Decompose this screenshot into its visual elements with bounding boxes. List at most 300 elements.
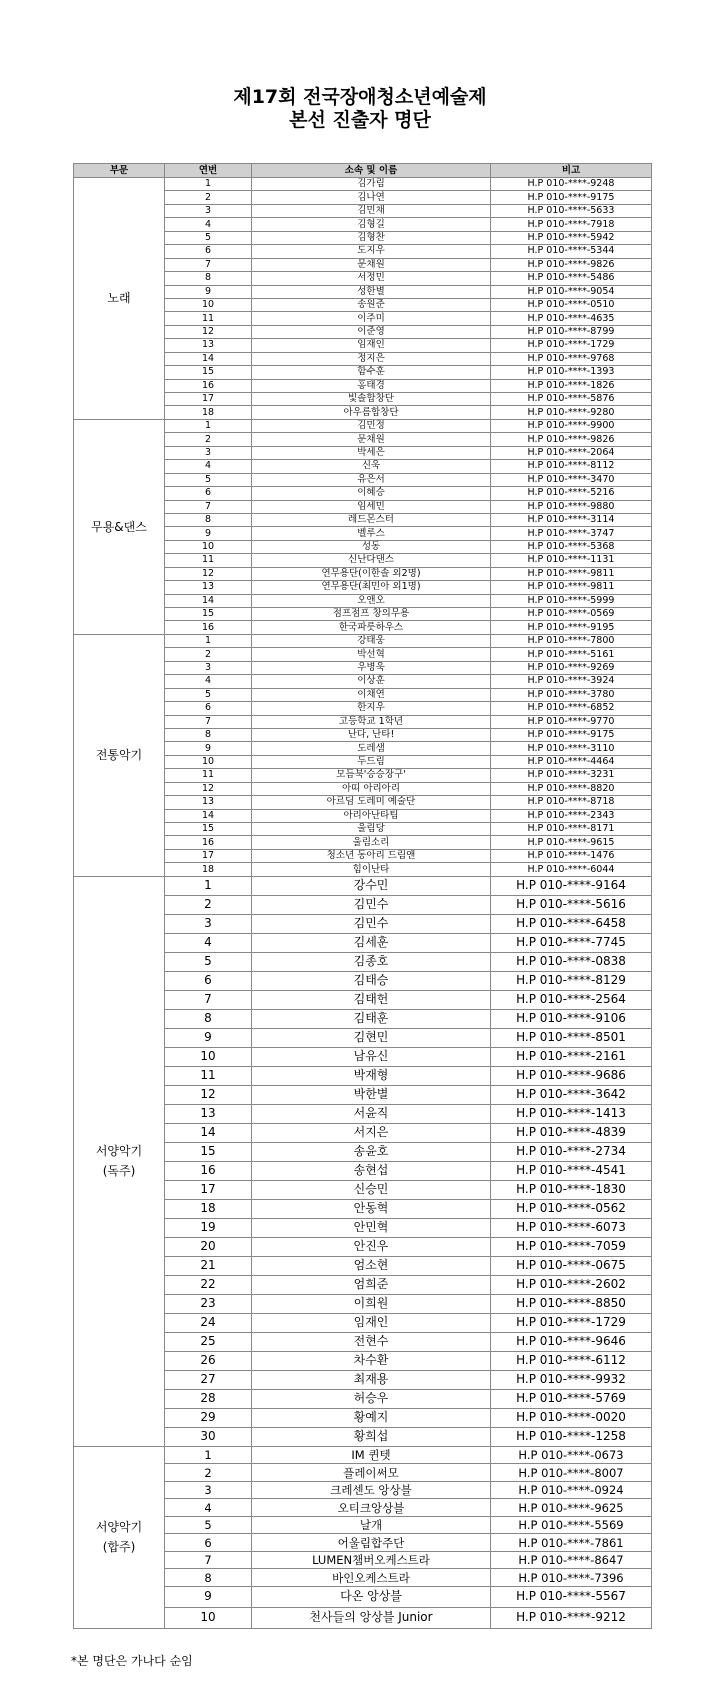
note-cell: H.P 010-****-5368 <box>491 540 652 553</box>
note-cell: H.P 010-****-0569 <box>491 608 652 621</box>
number-cell: 2 <box>165 895 252 914</box>
number-cell: 8 <box>165 272 252 285</box>
note-cell: H.P 010-****-0020 <box>491 1408 652 1427</box>
number-cell: 10 <box>165 755 252 768</box>
note-cell: H.P 010-****-9826 <box>491 258 652 271</box>
note-cell: H.P 010-****-2564 <box>491 990 652 1009</box>
name-cell: 김민채 <box>252 204 491 217</box>
name-cell: 한국파릇하우스 <box>252 621 491 634</box>
name-cell: 청소년 동아리 드림앤 <box>252 849 491 862</box>
note-cell: H.P 010-****-9175 <box>491 191 652 204</box>
name-cell: 문채원 <box>252 433 491 446</box>
note-cell: H.P 010-****-9811 <box>491 567 652 580</box>
number-cell: 11 <box>165 312 252 325</box>
note-cell: H.P 010-****-6852 <box>491 702 652 715</box>
number-cell: 15 <box>165 366 252 379</box>
name-cell: 안동혁 <box>252 1199 491 1218</box>
note-cell: H.P 010-****-9615 <box>491 836 652 849</box>
number-cell: 6 <box>165 245 252 258</box>
note-cell: H.P 010-****-0562 <box>491 1199 652 1218</box>
category-cell <box>74 419 165 634</box>
number-cell: 9 <box>165 742 252 755</box>
name-cell: 점프점프 창의무용 <box>252 608 491 621</box>
name-cell: 아우름합창단 <box>252 406 491 419</box>
name-cell: 오앤오 <box>252 594 491 607</box>
name-cell: 서윤직 <box>252 1104 491 1123</box>
number-cell: 10 <box>165 540 252 553</box>
number-cell: 9 <box>165 1028 252 1047</box>
note-cell: H.P 010-****-0510 <box>491 298 652 311</box>
name-cell: 박한별 <box>252 1085 491 1104</box>
number-cell: 14 <box>165 1123 252 1142</box>
number-cell: 13 <box>165 581 252 594</box>
name-cell: 플레이써모 <box>252 1464 491 1482</box>
name-cell: 김형찬 <box>252 231 491 244</box>
note-cell: H.P 010-****-5569 <box>491 1516 652 1534</box>
number-cell: 1 <box>165 178 252 191</box>
note-cell: H.P 010-****-4464 <box>491 755 652 768</box>
name-cell: 신욱 <box>252 460 491 473</box>
name-cell: 유은서 <box>252 473 491 486</box>
note-cell: H.P 010-****-1393 <box>491 366 652 379</box>
name-cell: 레드몬스터 <box>252 513 491 526</box>
number-cell: 9 <box>165 285 252 298</box>
note-cell: H.P 010-****-9811 <box>491 581 652 594</box>
number-cell: 5 <box>165 231 252 244</box>
number-cell: 3 <box>165 1481 252 1499</box>
number-cell: 7 <box>165 500 252 513</box>
number-cell: 25 <box>165 1332 252 1351</box>
note-cell: H.P 010-****-1413 <box>491 1104 652 1123</box>
note-cell: H.P 010-****-2064 <box>491 446 652 459</box>
name-cell: 이혜승 <box>252 487 491 500</box>
name-cell: 힘이난타 <box>252 863 491 876</box>
note-cell: H.P 010-****-1729 <box>491 339 652 352</box>
number-cell: 24 <box>165 1313 252 1332</box>
number-cell: 2 <box>165 1464 252 1482</box>
note-cell: H.P 010-****-9280 <box>491 406 652 419</box>
number-cell: 19 <box>165 1218 252 1237</box>
note-cell: H.P 010-****-9770 <box>491 715 652 728</box>
number-cell: 13 <box>165 796 252 809</box>
number-cell: 3 <box>165 914 252 933</box>
name-cell: 아르딤 도레미 예술단 <box>252 796 491 809</box>
note-cell: H.P 010-****-7800 <box>491 634 652 647</box>
number-cell: 4 <box>165 933 252 952</box>
number-cell: 14 <box>165 809 252 822</box>
name-cell: IM 퀸텟 <box>252 1446 491 1464</box>
note-cell: H.P 010-****-2602 <box>491 1275 652 1294</box>
name-cell: 도레샘 <box>252 742 491 755</box>
note-cell: H.P 010-****-9164 <box>491 876 652 895</box>
name-cell: 날개 <box>252 1516 491 1534</box>
note-cell: H.P 010-****-1830 <box>491 1180 652 1199</box>
number-cell: 15 <box>165 823 252 836</box>
name-cell: LUMEN챔버오케스트라 <box>252 1551 491 1569</box>
name-cell: 정지은 <box>252 352 491 365</box>
header-name: 소속 및 이름 <box>252 164 491 178</box>
name-cell: 강태웅 <box>252 634 491 647</box>
note-cell: H.P 010-****-5769 <box>491 1389 652 1408</box>
number-cell: 5 <box>165 473 252 486</box>
name-cell: 도지우 <box>252 245 491 258</box>
number-cell: 8 <box>165 513 252 526</box>
name-cell: 다온 앙상블 <box>252 1586 491 1607</box>
note-cell: H.P 010-****-8501 <box>491 1028 652 1047</box>
number-cell: 18 <box>165 1199 252 1218</box>
name-cell: 이희원 <box>252 1294 491 1313</box>
table-body <box>74 178 652 1629</box>
note-cell: H.P 010-****-8718 <box>491 796 652 809</box>
note-cell: H.P 010-****-8129 <box>491 971 652 990</box>
note-cell: H.P 010-****-0673 <box>491 1446 652 1464</box>
note-cell: H.P 010-****-1131 <box>491 554 652 567</box>
category-label: 무용&댄스 <box>91 519 147 534</box>
name-cell: 송현섭 <box>252 1161 491 1180</box>
name-cell: 김태헌 <box>252 990 491 1009</box>
note-cell: H.P 010-****-8799 <box>491 325 652 338</box>
number-cell: 7 <box>165 715 252 728</box>
name-cell: 차수환 <box>252 1351 491 1370</box>
name-cell: 안민혁 <box>252 1218 491 1237</box>
name-cell: 문채원 <box>252 258 491 271</box>
number-cell: 4 <box>165 1499 252 1517</box>
name-cell: 김종호 <box>252 952 491 971</box>
finalist-table <box>73 163 652 1629</box>
name-cell: 서지은 <box>252 1123 491 1142</box>
name-cell: 최재용 <box>252 1370 491 1389</box>
number-cell: 17 <box>165 849 252 862</box>
name-cell: 송윤호 <box>252 1142 491 1161</box>
name-cell: 홍태경 <box>252 379 491 392</box>
name-cell: 김세훈 <box>252 933 491 952</box>
name-cell: 신승민 <box>252 1180 491 1199</box>
name-cell: 김형길 <box>252 218 491 231</box>
name-cell: 김민수 <box>252 914 491 933</box>
note-cell: H.P 010-****-4839 <box>491 1123 652 1142</box>
name-cell: 오티크앙상블 <box>252 1499 491 1517</box>
note-cell: H.P 010-****-5216 <box>491 487 652 500</box>
category-label: (독주) <box>102 1164 136 1179</box>
note-cell: H.P 010-****-1258 <box>491 1427 652 1446</box>
note-cell: H.P 010-****-1826 <box>491 379 652 392</box>
number-cell: 6 <box>165 702 252 715</box>
name-cell: 남유신 <box>252 1047 491 1066</box>
number-cell: 26 <box>165 1351 252 1370</box>
header-category: 부문 <box>74 164 165 178</box>
header-number: 연번 <box>165 164 252 178</box>
name-cell: 김민수 <box>252 895 491 914</box>
number-cell: 18 <box>165 863 252 876</box>
note-cell: H.P 010-****-9932 <box>491 1370 652 1389</box>
note-cell: H.P 010-****-3924 <box>491 675 652 688</box>
note-cell: H.P 010-****-8112 <box>491 460 652 473</box>
note-cell: H.P 010-****-4635 <box>491 312 652 325</box>
title-line-2: 본선 진출자 명단 <box>289 109 431 131</box>
note-cell: H.P 010-****-5344 <box>491 245 652 258</box>
note-cell: H.P 010-****-6458 <box>491 914 652 933</box>
number-cell: 13 <box>165 1104 252 1123</box>
name-cell: 신난다댄스 <box>252 554 491 567</box>
number-cell: 22 <box>165 1275 252 1294</box>
note-cell: H.P 010-****-9212 <box>491 1607 652 1628</box>
name-cell: 이채연 <box>252 688 491 701</box>
name-cell: 성한별 <box>252 285 491 298</box>
note-cell: H.P 010-****-9054 <box>491 285 652 298</box>
table-row <box>74 1446 652 1464</box>
name-cell: 난다, 난타! <box>252 728 491 741</box>
note-cell: H.P 010-****-2734 <box>491 1142 652 1161</box>
note-cell: H.P 010-****-7059 <box>491 1237 652 1256</box>
number-cell: 11 <box>165 1066 252 1085</box>
name-cell: 우병욱 <box>252 661 491 674</box>
number-cell: 17 <box>165 1180 252 1199</box>
name-cell: 허승우 <box>252 1389 491 1408</box>
header-note: 비고 <box>491 164 652 178</box>
name-cell: 박세은 <box>252 446 491 459</box>
note-cell: H.P 010-****-9175 <box>491 728 652 741</box>
number-cell: 23 <box>165 1294 252 1313</box>
note-cell: H.P 010-****-5999 <box>491 594 652 607</box>
number-cell: 21 <box>165 1256 252 1275</box>
number-cell: 1 <box>165 419 252 432</box>
category-cell <box>74 876 165 1446</box>
number-cell: 5 <box>165 1516 252 1534</box>
note-cell: H.P 010-****-9646 <box>491 1332 652 1351</box>
note-cell: H.P 010-****-3470 <box>491 473 652 486</box>
name-cell: 황예지 <box>252 1408 491 1427</box>
number-cell: 14 <box>165 352 252 365</box>
number-cell: 15 <box>165 608 252 621</box>
number-cell: 20 <box>165 1237 252 1256</box>
note-cell: H.P 010-****-7918 <box>491 218 652 231</box>
name-cell: 안진우 <box>252 1237 491 1256</box>
category-label: 서양악기 <box>95 1520 143 1535</box>
name-cell: 김태훈 <box>252 1009 491 1028</box>
name-cell: 함수훈 <box>252 366 491 379</box>
number-cell: 16 <box>165 836 252 849</box>
name-cell: 아리아난타팀 <box>252 809 491 822</box>
number-cell: 14 <box>165 594 252 607</box>
document-title <box>0 86 720 132</box>
note-cell: H.P 010-****-8850 <box>491 1294 652 1313</box>
category-label: 서양악기 <box>95 1144 143 1159</box>
name-cell: 송원준 <box>252 298 491 311</box>
note-cell: H.P 010-****-9880 <box>491 500 652 513</box>
number-cell: 5 <box>165 952 252 971</box>
note-cell: H.P 010-****-9900 <box>491 419 652 432</box>
note-cell: H.P 010-****-5161 <box>491 648 652 661</box>
number-cell: 9 <box>165 527 252 540</box>
number-cell: 8 <box>165 1569 252 1587</box>
name-cell: 아띠 아리아리 <box>252 782 491 795</box>
name-cell: 이상훈 <box>252 675 491 688</box>
note-cell: H.P 010-****-3110 <box>491 742 652 755</box>
note-cell: H.P 010-****-5876 <box>491 393 652 406</box>
name-cell: 서정민 <box>252 272 491 285</box>
table-row <box>74 876 652 895</box>
name-cell: 김태승 <box>252 971 491 990</box>
name-cell: 김나연 <box>252 191 491 204</box>
number-cell: 18 <box>165 406 252 419</box>
note-cell: H.P 010-****-5486 <box>491 272 652 285</box>
number-cell: 10 <box>165 1047 252 1066</box>
note-cell: H.P 010-****-9106 <box>491 1009 652 1028</box>
note-cell: H.P 010-****-0838 <box>491 952 652 971</box>
footnote: *본 명단은 가나다 순임 <box>71 1654 193 1668</box>
note-cell: H.P 010-****-5633 <box>491 204 652 217</box>
note-cell: H.P 010-****-6044 <box>491 863 652 876</box>
name-cell: 강수민 <box>252 876 491 895</box>
note-cell: H.P 010-****-1729 <box>491 1313 652 1332</box>
note-cell: H.P 010-****-2343 <box>491 809 652 822</box>
name-cell: 엄소현 <box>252 1256 491 1275</box>
category-label: 노래 <box>107 291 131 306</box>
number-cell: 6 <box>165 1534 252 1552</box>
note-cell: H.P 010-****-5942 <box>491 231 652 244</box>
number-cell: 12 <box>165 567 252 580</box>
name-cell: 바인오케스트라 <box>252 1569 491 1587</box>
number-cell: 27 <box>165 1370 252 1389</box>
category-cell <box>74 178 165 420</box>
number-cell: 15 <box>165 1142 252 1161</box>
note-cell: H.P 010-****-0924 <box>491 1481 652 1499</box>
note-cell: H.P 010-****-8171 <box>491 823 652 836</box>
note-cell: H.P 010-****-9248 <box>491 178 652 191</box>
note-cell: H.P 010-****-5567 <box>491 1586 652 1607</box>
number-cell: 30 <box>165 1427 252 1446</box>
note-cell: H.P 010-****-9826 <box>491 433 652 446</box>
category-cell <box>74 634 165 876</box>
number-cell: 1 <box>165 1446 252 1464</box>
note-cell: H.P 010-****-0675 <box>491 1256 652 1275</box>
number-cell: 6 <box>165 487 252 500</box>
note-cell: H.P 010-****-9768 <box>491 352 652 365</box>
note-cell: H.P 010-****-2161 <box>491 1047 652 1066</box>
number-cell: 4 <box>165 460 252 473</box>
number-cell: 4 <box>165 675 252 688</box>
number-cell: 16 <box>165 379 252 392</box>
number-cell: 2 <box>165 648 252 661</box>
number-cell: 13 <box>165 339 252 352</box>
number-cell: 10 <box>165 1607 252 1628</box>
name-cell: 이주미 <box>252 312 491 325</box>
name-cell: 성동 <box>252 540 491 553</box>
name-cell: 전현수 <box>252 1332 491 1351</box>
name-cell: 고등학교 1학년 <box>252 715 491 728</box>
name-cell: 울림당 <box>252 823 491 836</box>
name-cell: 벨루스 <box>252 527 491 540</box>
number-cell: 12 <box>165 1085 252 1104</box>
number-cell: 3 <box>165 204 252 217</box>
name-cell: 천사들의 앙상블 Junior <box>252 1607 491 1628</box>
number-cell: 3 <box>165 661 252 674</box>
name-cell: 빛솔합창단 <box>252 393 491 406</box>
table-row <box>74 419 652 432</box>
name-cell: 박선혁 <box>252 648 491 661</box>
name-cell: 이준영 <box>252 325 491 338</box>
note-cell: H.P 010-****-8647 <box>491 1551 652 1569</box>
note-cell: H.P 010-****-6073 <box>491 1218 652 1237</box>
number-cell: 11 <box>165 769 252 782</box>
number-cell: 2 <box>165 191 252 204</box>
note-cell: H.P 010-****-6112 <box>491 1351 652 1370</box>
category-label: 전통악기 <box>95 748 143 763</box>
number-cell: 28 <box>165 1389 252 1408</box>
name-cell: 김현민 <box>252 1028 491 1047</box>
name-cell: 임세민 <box>252 500 491 513</box>
note-cell: H.P 010-****-4541 <box>491 1161 652 1180</box>
number-cell: 29 <box>165 1408 252 1427</box>
number-cell: 5 <box>165 688 252 701</box>
number-cell: 7 <box>165 990 252 1009</box>
name-cell: 한지우 <box>252 702 491 715</box>
note-cell: H.P 010-****-3231 <box>491 769 652 782</box>
name-cell: 김가림 <box>252 178 491 191</box>
note-cell: H.P 010-****-8007 <box>491 1464 652 1482</box>
table-row <box>74 634 652 647</box>
note-cell: H.P 010-****-3747 <box>491 527 652 540</box>
table-row <box>74 178 652 191</box>
category-label: (합주) <box>102 1540 136 1555</box>
name-cell: 어울림합주단 <box>252 1534 491 1552</box>
note-cell: H.P 010-****-9195 <box>491 621 652 634</box>
name-cell: 크레센도 앙상블 <box>252 1481 491 1499</box>
name-cell: 모듬북'승승장구' <box>252 769 491 782</box>
number-cell: 10 <box>165 298 252 311</box>
name-cell: 박재형 <box>252 1066 491 1085</box>
note-cell: H.P 010-****-9686 <box>491 1066 652 1085</box>
table-header-row <box>74 164 652 178</box>
name-cell: 임재인 <box>252 339 491 352</box>
note-cell: H.P 010-****-3780 <box>491 688 652 701</box>
note-cell: H.P 010-****-9625 <box>491 1499 652 1517</box>
note-cell: H.P 010-****-3642 <box>491 1085 652 1104</box>
note-cell: H.P 010-****-8820 <box>491 782 652 795</box>
number-cell: 2 <box>165 433 252 446</box>
number-cell: 7 <box>165 1551 252 1569</box>
number-cell: 3 <box>165 446 252 459</box>
category-cell <box>74 1446 165 1628</box>
note-cell: H.P 010-****-5616 <box>491 895 652 914</box>
number-cell: 4 <box>165 218 252 231</box>
name-cell: 연무용단(최민아 외1명) <box>252 581 491 594</box>
number-cell: 8 <box>165 728 252 741</box>
note-cell: H.P 010-****-7396 <box>491 1569 652 1587</box>
number-cell: 9 <box>165 1586 252 1607</box>
number-cell: 12 <box>165 782 252 795</box>
name-cell: 엄희준 <box>252 1275 491 1294</box>
name-cell: 울림소리 <box>252 836 491 849</box>
name-cell: 황희섭 <box>252 1427 491 1446</box>
number-cell: 17 <box>165 393 252 406</box>
note-cell: H.P 010-****-7861 <box>491 1534 652 1552</box>
note-cell: H.P 010-****-3114 <box>491 513 652 526</box>
number-cell: 6 <box>165 971 252 990</box>
number-cell: 16 <box>165 1161 252 1180</box>
number-cell: 16 <box>165 621 252 634</box>
title-line-1: 제17회 전국장애청소년예술제 <box>233 86 487 108</box>
number-cell: 1 <box>165 634 252 647</box>
number-cell: 12 <box>165 325 252 338</box>
note-cell: H.P 010-****-1476 <box>491 849 652 862</box>
number-cell: 8 <box>165 1009 252 1028</box>
name-cell: 임재인 <box>252 1313 491 1332</box>
number-cell: 1 <box>165 876 252 895</box>
name-cell: 두드림 <box>252 755 491 768</box>
name-cell: 연무용단(이한솔 외2명) <box>252 567 491 580</box>
number-cell: 7 <box>165 258 252 271</box>
